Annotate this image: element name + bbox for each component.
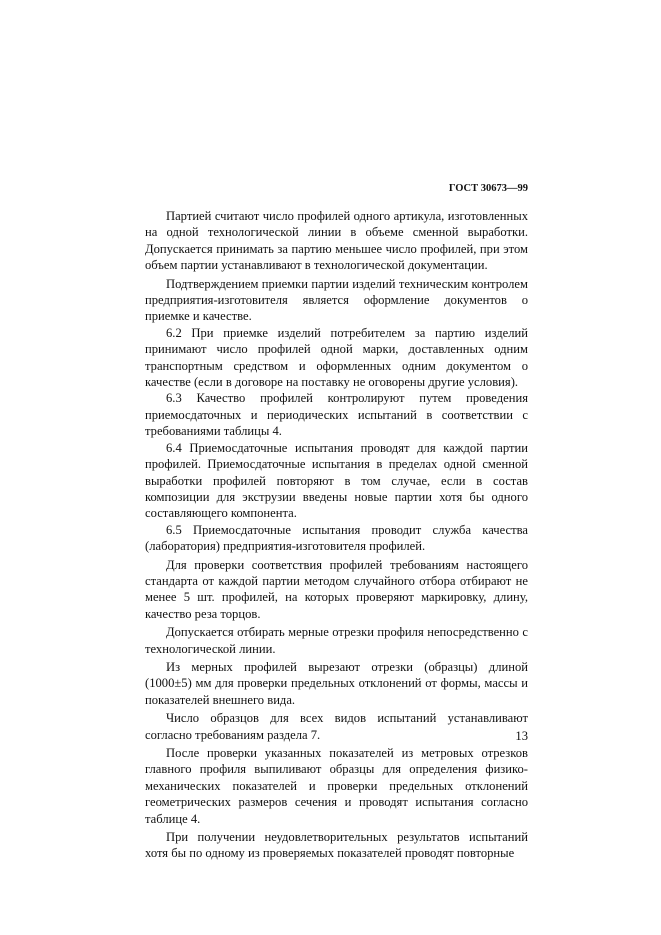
paragraph: Для проверки соответствия профилей требованиям настоящего стандарта от каждой партии методом случайного отбора отбирают не менее 5 шт. профилей, на которых проверяют маркировку, длину, качество реза торцов.: [145, 557, 528, 621]
paragraph: Из мерных профилей вырезают отрезки (образцы) длиной (1000±5) мм для проверки предельных отклонений от формы, массы и показателей внешнего вида.: [145, 659, 528, 707]
paragraph: После проверки указанных показателей из метровых отрезков главного профиля выпиливают образцы для определения физико-механических показателей и проверки предельных отклонений геометрических размеров сечения и проводят испытания согласно таблице 4.: [145, 746, 528, 826]
paragraph: 6.2 При приемке изделий потребителем за партию изделий принимают число профилей одной марки, доставленных одним транспортным средством и оформленных одним документом о качестве (если в договоре на поставку не оговорены другие условия).: [145, 325, 528, 390]
paragraph: Подтверждением приемки партии изделий техническим контролем предприятия-изготовителя является оформление документов о приемке и качестве.: [145, 276, 528, 324]
paragraph: 6.3 Качество профилей контролируют путем проведения приемосдаточных и периодических испытаний в соответствии с требованиями таблицы 4.: [145, 391, 528, 439]
page-number: 13: [515, 729, 528, 743]
document-header: ГОСТ 30673—99: [448, 183, 528, 194]
paragraph: 6.5 Приемосдаточные испытания проводит служба качества (лаборатория) предприятия-изготовителя профилей.: [145, 522, 528, 554]
paragraph: Допускается отбирать мерные отрезки профиля непосредственно с технологической линии.: [145, 625, 528, 656]
document-body: [145, 208, 528, 862]
paragraph: Число образцов для всех видов испытаний устанавливают согласно требованиям раздела 7.: [145, 711, 528, 742]
paragraph: При получении неудовлетворительных результатов испытаний хотя бы по одному из проверяемых показателей проводят повторные: [145, 830, 528, 861]
paragraph: 6.4 Приемосдаточные испытания проводят для каждой партии профилей. Приемосдаточные испытания в пределах одной сменной выработки профилей повторяют в том случае, если в состав композиции для экструзии введены новые партии хотя бы одного составляющего компонента.: [145, 440, 528, 521]
paragraph: Партией считают число профилей одного артикула, изготовленных на одной технологической линии в объеме сменной выработки. Допускается принимать за партию меньшее число профилей, при этом объем партии устанавливают в технологической документации.: [145, 209, 528, 273]
